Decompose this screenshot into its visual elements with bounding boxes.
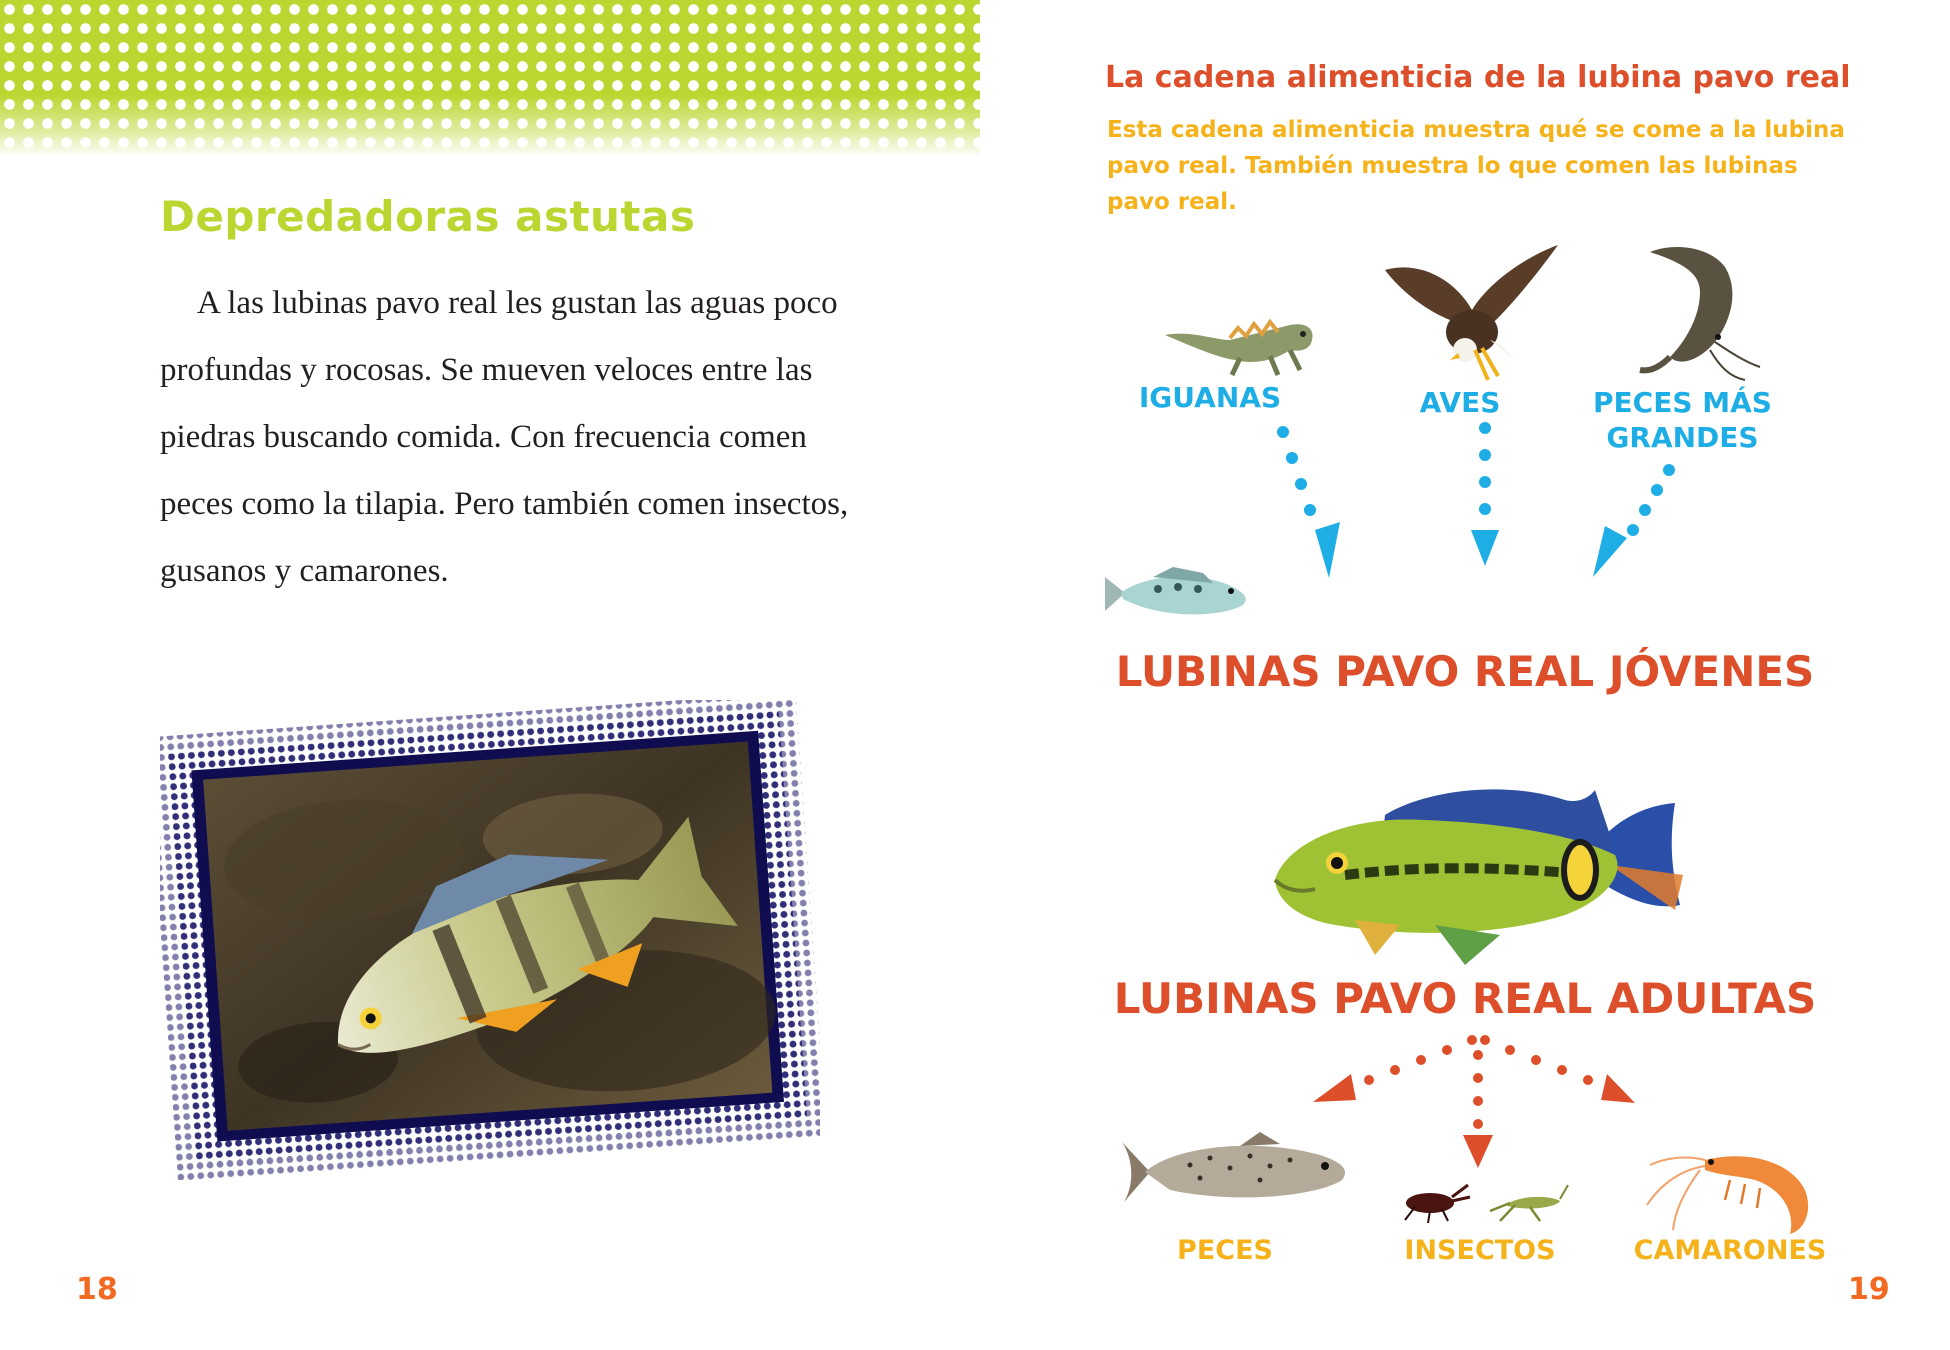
underwater-photo-image [160,700,820,1180]
predator-label-peces-mas-grandes: PECES MÁS GRANDES [1593,386,1772,454]
page-number-right: 19 [1848,1272,1890,1307]
page-number-left: 18 [76,1272,118,1307]
peacock-bass-photo [160,700,820,1185]
arrow-to-camarones [1480,1035,1635,1103]
trout-icon [1120,1130,1350,1210]
juvenile-bass-label: LUBINAS PAVO REAL JÓVENES [1115,647,1815,696]
right-page [975,0,1950,1350]
body-paragraph: A las lubinas pavo real les gustan las aguas poco profundas y rocosas. Se mueven veloces entre las piedras buscando comida. Con frecuencia comen peces como la tilapia. Pero también comen insectos, gusanos y camarones. [160,285,849,589]
insects-icon [1390,1175,1570,1225]
prey-label-insectos: INSECTOS [1404,1235,1556,1266]
arrow-to-peces [1313,1035,1477,1102]
arrow-to-insectos [1463,1050,1493,1168]
section-heading: Depredadoras astutas [160,192,696,241]
food-chain-description: Esta cadena alimenticia muestra qué se come a la lubina pavo real. También muestra lo que comen las lubinas pavo real. [1107,117,1845,215]
shrimp-icon [1645,1130,1815,1240]
prey-label-peces: PECES [1177,1235,1273,1266]
food-chain-title: La cadena alimenticia de la lubina pavo real [1105,60,1851,95]
prey-label-camarones: CAMARONES [1633,1235,1827,1266]
predator-label-aves: AVES [1419,386,1501,419]
predator-label-iguanas: IGUANAS [1138,381,1282,414]
dot-banner-fade [0,95,980,157]
adult-bass-label: LUBINAS PAVO REAL ADULTAS [1113,974,1817,1023]
